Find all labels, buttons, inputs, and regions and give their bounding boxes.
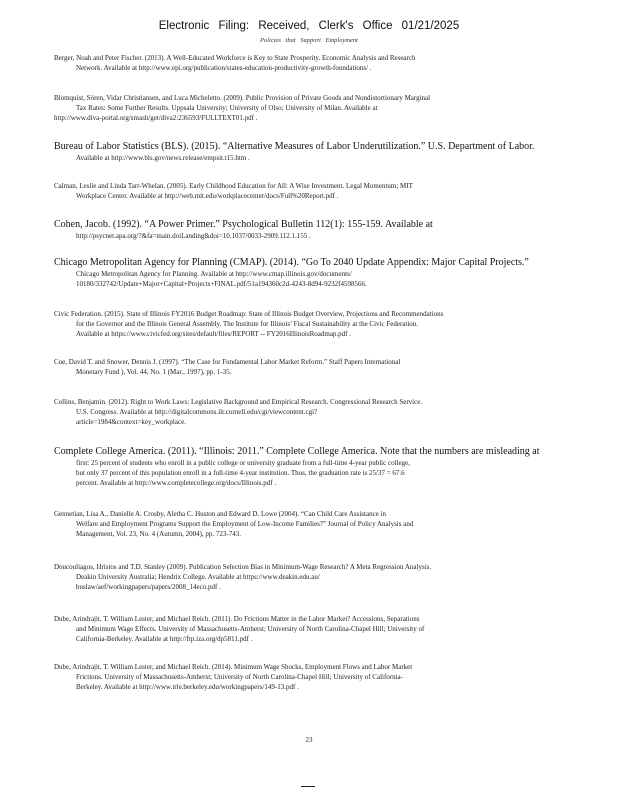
reference-line: for the Governor and the Illinois General Assembly. The Institute for Illinois’ Fiscal Sustainability at the Civic Federation. xyxy=(76,320,419,328)
reference-line: Dube, Arindrajit, T. William Lester, and Michael Reich. (2014). Minimum Wage Shocks, Employment Flows and Labor Market xyxy=(54,663,413,671)
reference-line: Collins, Benjamin. (2012). Right to Work Laws: Legislative Background and Empirical Research. Congressional Research Service. xyxy=(54,398,423,406)
reference-line: Available at http://www.bls.gov/news.release/empsit.t15.htm . xyxy=(76,154,250,162)
reference-line: Chicago Metropolitan Agency for Planning (CMAP). (2014). “Go To 2040 Update Appendix: Major Capital Projects.” xyxy=(54,257,529,268)
reference-line: Available at https://www.civicfed.org/sites/default/files/REPORT -- FY2016IllinoisRoadmap.pdf . xyxy=(76,330,352,338)
reference-line: Welfare and Employment Programs Support the Employment of Low-Income Families?” Journal of Policy Analysis and xyxy=(76,520,414,528)
reference-entry xyxy=(54,140,534,163)
reference-line: but only 37 percent of this population enroll in a full-time 4-year institution. Thus, the graduation rate is 25/37 = 67.6 xyxy=(76,469,405,477)
reference-entry xyxy=(54,53,415,73)
reference-line: 10180/332742/Update+Major+Capital+Projects+FINAL.pdf/51a194360c2d-4243-8d94-9232f4598566. xyxy=(76,280,367,288)
reference-line: Calman, Leslie and Linda Tarr-Whelan. (2005). Early Childhood Education for All: A Wise Investment. Legal Momentum; MIT xyxy=(54,182,413,190)
reference-line: Deakin University Australia; Hendrix College. Available at https://www.deakin.edu.au/ xyxy=(76,573,320,581)
reference-entry xyxy=(54,93,430,123)
reference-line: Workplace Center. Available at http://web.mit.edu/workplacecenter/docs/Full%20Report.pdf . xyxy=(76,192,339,200)
reference-line: Civic Federation. (2015). State of Illinois FY2016 Budget Roadmap: State of Illinois Budget Overview, Projections and Recommendations xyxy=(54,310,444,318)
footer-rule xyxy=(301,786,315,787)
reference-line: Bureau of Labor Statistics (BLS). (2015). “Alternative Measures of Labor Underutilization.” U.S. Department of Labor. xyxy=(54,141,535,152)
reference-line: buslaw/aef/workingpapers/papers/2008_14eco.pdf . xyxy=(76,583,221,591)
reference-entry xyxy=(54,309,443,339)
reference-line: Complete College America. (2011). “Illinois: 2011.” Complete College America. Note that the numbers are misleading at xyxy=(54,446,540,457)
filing-stamp: Electronic Filing: Received, Clerk's Office 01/21/2025 xyxy=(158,20,460,32)
reference-line: Network. Available at http://www.epi.org/publication/states-education-productivity-growth-foundations/ . xyxy=(76,64,372,72)
reference-entry xyxy=(54,218,433,241)
reference-entry xyxy=(54,256,529,289)
reference-entry xyxy=(54,562,431,592)
reference-line: Management, Vol. 23, No. 4 (Autumn, 2004), pp. 723-743. xyxy=(76,530,242,538)
reference-line: article=1984&context=key_workplace. xyxy=(76,418,186,426)
reference-line: first: 25 percent of students who enroll in a public college or university graduate from a full-time 4-year public college, xyxy=(76,459,410,467)
reference-line: Dube, Arindrajit, T. William Lester, and Michael Reich. (2011). Do Frictions Matter in the Labor Market? Accessions, Separations xyxy=(54,615,420,623)
reference-entry xyxy=(54,614,424,644)
reference-line: Coe, David T. and Snower, Dennis J. (1997). “The Case for Fundamental Labor Market Reform.” Staff Papers International xyxy=(54,358,401,366)
reference-entry xyxy=(54,357,400,377)
running-title: Policies that Support Employment xyxy=(259,37,358,44)
reference-line: Frictions. University of Massachusetts-Amherst; University of North Carolina-Chapel Hill; University of California- xyxy=(76,673,403,681)
reference-line: Chicago Metropolitan Agency for Planning. Available at http://www.cmap.illinois.gov/documents/ xyxy=(76,270,352,278)
reference-entry xyxy=(54,445,540,488)
reference-line: Blomquist, Sören, Vidar Christiansen, and Luca Micheletto. (2009). Public Provision of Private Goods and Nondistortionary Marginal xyxy=(54,94,431,102)
reference-entry xyxy=(54,662,412,692)
reference-line: Monetary Fund ), Vol. 44, No. 1 (Mar., 1997), pp. 1-35. xyxy=(76,368,232,376)
reference-entry xyxy=(54,509,413,539)
reference-line: Berkeley. Available at http://www.irle.berkeley.edu/workingpapers/149-13.pdf . xyxy=(76,683,299,691)
reference-line: U.S. Congress. Available at http://digitalcommons.ilr.cornell.edu/cgi/viewcontent.cgi? xyxy=(76,408,318,416)
reference-line: http://www.diva-portal.org/smash/get/diva2:236593/FULLTEXT01.pdf . xyxy=(54,114,258,122)
reference-line: and Minimum Wage Effects. University of Massachusetts-Amherst; University of North Carolina-Chapel Hill; University of xyxy=(76,625,425,633)
reference-line: Berger, Noah and Peter Fischer. (2013). A Well-Educated Workforce is Key to State Prosperity. Economic Analysis and Research xyxy=(54,54,416,62)
reference-entry xyxy=(54,397,422,427)
reference-entry xyxy=(54,181,413,201)
reference-line: Gennetian, Lisa A., Danielle A. Crosby, Aletha C. Huston and Edward D. Lowe (2004). “Can Child Care Assistance in xyxy=(54,510,386,518)
reference-line: percent. Available at http://www.completecollege.org/docs/Illinois.pdf . xyxy=(76,479,277,487)
reference-line: Doucouliagos, Hristos and T.D. Stanley (2009). Publication Selection Bias in Minimum-Wage Research? A Meta Regression Analysis. xyxy=(54,563,432,571)
reference-line: Cohen, Jacob. (1992). “A Power Primer.” Psychological Bulletin 112(1): 155-159. Available at xyxy=(54,219,433,230)
reference-line: http://psycnet.apa.org/?&fa=main.doiLanding&doi=10.1037/0033-2909.112.1.155 . xyxy=(76,232,311,240)
reference-line: California-Berkeley. Available at http://ftp.iza.org/dp5811.pdf . xyxy=(76,635,253,643)
page-number: 23 xyxy=(305,736,313,744)
reference-line: Tax Rates: Some Further Results. Uppsala University; University of Olso; University of Milan. Available at xyxy=(76,104,378,112)
